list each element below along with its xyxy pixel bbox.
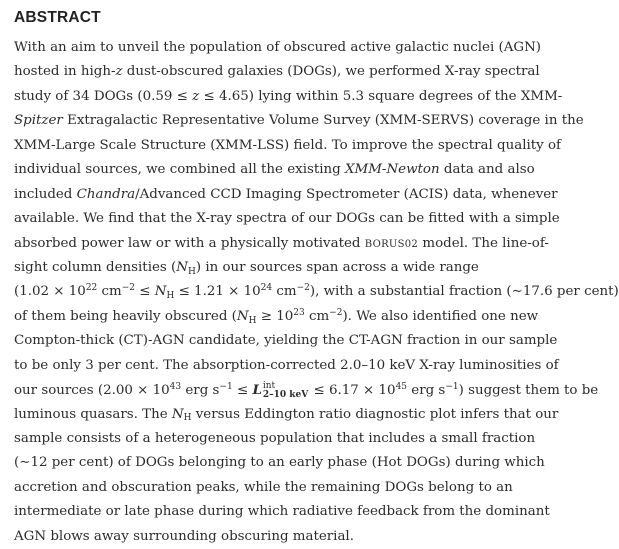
superscript: 23 xyxy=(293,307,305,318)
abstract-line: (∼12 per cent) of DOGs belonging to an early phase (Hot DOGs) during which xyxy=(14,455,545,471)
superscript: −2 xyxy=(296,283,310,294)
subscript: H xyxy=(187,266,196,277)
superscript: −1 xyxy=(445,382,459,393)
italic-term: N xyxy=(176,259,188,275)
abstract-line: study of 34 DOGs (0.59 ≤ z ≤ 4.65) lying within 5.3 square degrees of the XMM- xyxy=(14,88,563,104)
abstract-line: absorbed power law or with a physically motivated BORUS02 model. The line-of- xyxy=(14,235,549,251)
abstract-line: Spitzer Extragalactic Representative Volume Survey (XMM-SERVS) coverage in the xyxy=(14,113,584,129)
luminosity-symbol: L xyxy=(252,382,262,399)
abstract-line: to be only 3 per cent. The absorption-corrected 2.0–10 keV X-ray luminosities of xyxy=(14,357,559,373)
superscript: 43 xyxy=(169,382,182,393)
superscript: −2 xyxy=(121,283,136,294)
superscript: −1 xyxy=(219,382,233,393)
superscript: 24 xyxy=(260,283,273,294)
abstract-section xyxy=(14,4,619,549)
abstract-line: AGN blows away surrounding obscuring material. xyxy=(14,528,354,544)
abstract-line: sample consists of a heterogeneous population that includes a small fraction xyxy=(14,431,536,446)
italic-term: Chandra xyxy=(76,186,136,202)
abstract-line: accretion and obscuration peaks, while the remaining DOGs belong to an xyxy=(14,479,513,495)
abstract-line: luminous quasars. The $N_H$ versus Eddington ratio diagnostic plot infers that our xyxy=(14,406,559,424)
abstract-line: sight column densities $(N_H)$ in our sources span across a wide range xyxy=(14,259,479,277)
subscript: H xyxy=(166,291,175,302)
italic-term: N xyxy=(236,308,249,324)
italic-term: Spitzer xyxy=(14,113,63,129)
abstract-line: included Chandra/Advanced CCD Imaging Spectrometer (ACIS) data, whenever xyxy=(14,186,558,202)
abstract-line: available. We find that the X-ray spectra of our DOGs can be fitted with a simple xyxy=(14,211,560,227)
abstract-line: of them being heavily obscured ($N_H \ge 10^{23}$ $cm^{-2}$). We also identified one new xyxy=(14,307,539,326)
abstract-line: individual sources, we combined all the existing XMM-Newton data and also xyxy=(14,162,535,178)
abstract-line: our sources ($2.00 \times 10^{43}$ erg $s^{-1} \le L$ int 2–10 keV ≤ $6.17 \times 10^{45}$ erg $s^{-1}$) suggest them to be xyxy=(14,380,599,400)
abstract-line: hosted in high-z dust-obscured galaxies (DOGs), we performed X-ray spectral xyxy=(14,64,540,80)
italic-term: N xyxy=(154,284,167,300)
superscript: 22 xyxy=(85,283,98,294)
italic-term: z xyxy=(115,64,123,80)
model-name: BORUS02 xyxy=(364,238,419,250)
abstract-line: Compton-thick (CT)-AGN candidate, yielding the CT-AGN fraction in our sample xyxy=(14,333,558,349)
subscript: H xyxy=(248,315,257,326)
italic-term: z xyxy=(192,88,200,104)
abstract-line: With an aim to unveil the population of obscured active galactic nuclei (AGN) xyxy=(14,40,542,55)
italic-term: N xyxy=(171,406,184,422)
superscript: −2 xyxy=(329,307,343,318)
abstract-heading: ABSTRACT xyxy=(14,9,101,26)
abstract-line: XMM-Large Scale Structure (XMM-LSS) field. To improve the spectral quality of xyxy=(14,137,562,153)
abstract-body xyxy=(14,32,619,549)
abstract-line: ($1.02 \times 10^{22}$ $cm^{-2} \le N_H \le 1.21 \times 10^{24}$ $cm^{-2}$), with a substantial fraction (∼17.6 per cent) xyxy=(14,283,619,302)
sub-superscript-stack: int 2–10 keV xyxy=(262,380,309,400)
superscript: 45 xyxy=(395,382,408,393)
abstract-line: intermediate or late phase during which radiative feedback from the dominant xyxy=(14,504,550,520)
italic-term: XMM-Newton xyxy=(344,162,440,178)
subscript: H xyxy=(183,413,192,424)
